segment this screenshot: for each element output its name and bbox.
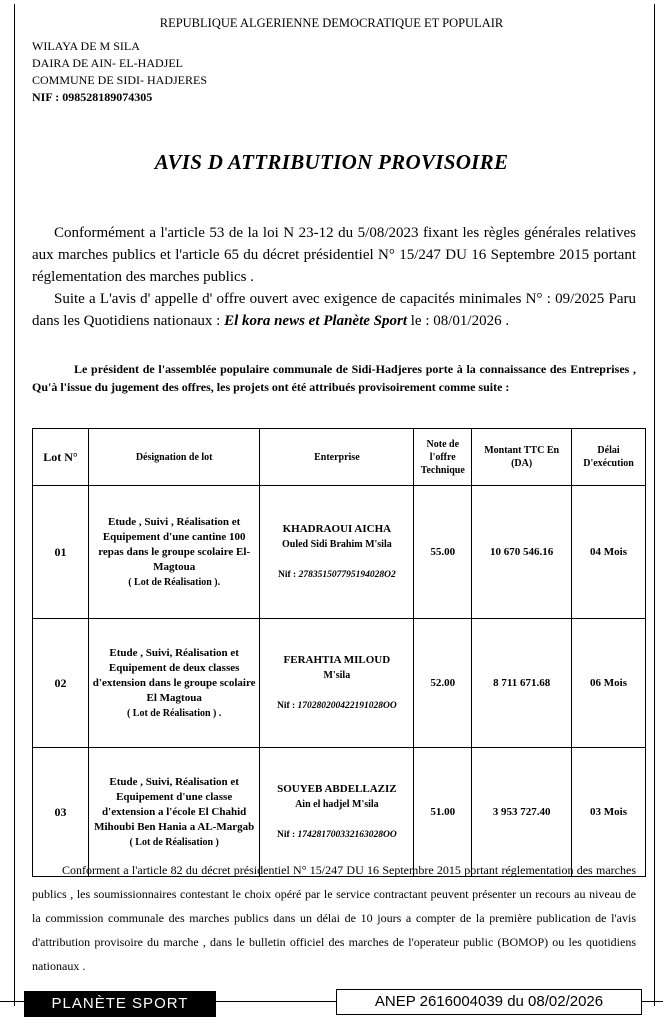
company-nif xyxy=(263,699,410,714)
notice-title: AVIS D ATTRIBUTION PROVISOIRE xyxy=(154,150,509,174)
lot-designation xyxy=(88,619,260,748)
enterprise-cell xyxy=(260,486,414,619)
nif-value: 174281700332163028OO xyxy=(297,829,397,840)
lot-number: 02 xyxy=(33,619,89,748)
technical-score: 55.00 xyxy=(414,486,472,619)
amount-ttc: 10 670 546.16 xyxy=(472,486,572,619)
header-lot: Lot N° xyxy=(33,429,89,486)
execution-delay: 04 Mois xyxy=(572,486,646,619)
nif-value: 278351507795194028O2 xyxy=(298,569,396,580)
execution-delay: 03 Mois xyxy=(572,748,646,877)
company-name: KHADRAOUI AICHA xyxy=(282,522,392,535)
designation-text: Etude , Suivi , Réalisation et Equipement d'une cantine 100 repas dans le groupe scolaire El-Magtoua xyxy=(98,515,251,573)
company-nif xyxy=(263,568,410,583)
newspaper-names: El kora news et Planète Sport xyxy=(224,313,407,329)
header-designation: Désignation de lot xyxy=(88,429,260,486)
lot-number: 01 xyxy=(33,486,89,619)
company-nif xyxy=(263,828,410,843)
appeal-paragraph xyxy=(32,858,636,978)
nif-label: Nif : xyxy=(276,700,298,711)
wilaya-line: WILAYA DE M SILA xyxy=(32,39,140,53)
company-location: Ain el hadjel M'sila xyxy=(295,798,379,810)
lot-designation xyxy=(88,486,260,619)
nif-line: NIF : 098528189074305 xyxy=(32,90,153,104)
header-entreprise: Enterprise xyxy=(260,429,414,486)
president-announcement xyxy=(32,360,636,396)
table-row xyxy=(33,619,646,748)
amount-ttc: 3 953 727.40 xyxy=(472,748,572,877)
company-name: FERAHTIA MILOUD xyxy=(283,653,391,666)
commune-line: COMMUNE DE SIDI- HADJERES xyxy=(32,73,208,87)
designation-text: Etude , Suivi, Réalisation et Equipement de deux classes d'extension dans le groupe scolaire El Magtoua xyxy=(92,646,256,704)
amount-ttc: 8 711 671.68 xyxy=(472,619,572,748)
president-announcement-text: Le président de l'assemblée populaire communale de Sidi-Hadjeres porte à la connaissance des Entreprises , Qu'à l'issue du jugement des offres, les projets ont été attribués provisoirement comme suite : xyxy=(32,362,636,394)
company-location: M'sila xyxy=(323,669,351,681)
designation-sub: ( Lot de Réalisation ). xyxy=(128,576,221,588)
nif-label: Nif : xyxy=(278,569,299,580)
nif-label: Nif : xyxy=(276,829,298,840)
designation-sub: ( Lot de Réalisation ) . xyxy=(126,707,222,719)
header-delai: Délai D'exécution xyxy=(572,429,646,486)
header-note: Note de l'offre Technique xyxy=(414,429,472,486)
newspaper-label: PLANÈTE SPORT xyxy=(24,991,216,1017)
appeal-text: Conforment a l'article 82 du décret présidentiel N° 15/247 DU 16 Septembre 2015 portant réglementation des marches publics , les soumissionnaires contestant le choix opéré par le service contractant peuvent présenter un recours au niveau de la commission communale des marches publics dans un délai de 10 jours a compter de la première publication de l'avis d'attribution provisoire du marche , dans le bulletin officiel des marches de l'operateur public (BOMOP) ou les quotidiens nationaux . xyxy=(32,863,636,973)
republic-heading: REPUBLIQUE ALGERIENNE DEMOCRATIQUE ET POPULAIR xyxy=(159,16,504,30)
legal-basis-paragraph xyxy=(32,222,636,288)
enterprise-cell xyxy=(260,619,414,748)
execution-delay: 06 Mois xyxy=(572,619,646,748)
legal-basis-text: Conformément a l'article 53 de la loi N 23-12 du 5/08/2023 fixant les règles générales relatives aux marches publics et l'article 65 du décret présidentiel N° 15/247 DU 16 Septembre 2015 portant réglementation des marches publics . xyxy=(32,225,636,285)
technical-score: 52.00 xyxy=(414,619,472,748)
publication-date: le : 08/01/2026 . xyxy=(407,313,510,329)
tender-reference-text xyxy=(32,288,636,332)
company-name: SOUYEB ABDELLAZIZ xyxy=(277,782,397,795)
daira-line: DAIRA DE AIN- EL-HADJEL xyxy=(32,56,183,70)
lot-number: 03 xyxy=(33,748,89,877)
header-montant: Montant TTC En (DA) xyxy=(472,429,572,486)
anep-reference: ANEP 2616004039 du 08/02/2026 xyxy=(336,989,642,1015)
tender-reference-prefix: Suite a L'avis d' appelle d' offre ouvert avec exigence de capacités minimales N° : 09/2025 Paru dans les Quotidiens nationaux : xyxy=(32,291,636,329)
tender-reference-paragraph xyxy=(32,288,636,332)
table-row xyxy=(33,486,646,619)
attribution-table xyxy=(32,428,646,877)
designation-sub: ( Lot de Réalisation ) xyxy=(129,836,219,848)
nif-value: 170280200422191028OO xyxy=(297,700,397,711)
technical-score: 51.00 xyxy=(414,748,472,877)
company-location: Ouled Sidi Brahim M'sila xyxy=(282,538,392,550)
designation-text: Etude , Suivi, Réalisation et Equipement d'une classe d'extension a l'école El Chahid Mihoubi Ben Hania a AL-Margab xyxy=(94,775,255,833)
table-header-row xyxy=(33,429,646,486)
issuer-block xyxy=(32,38,207,106)
